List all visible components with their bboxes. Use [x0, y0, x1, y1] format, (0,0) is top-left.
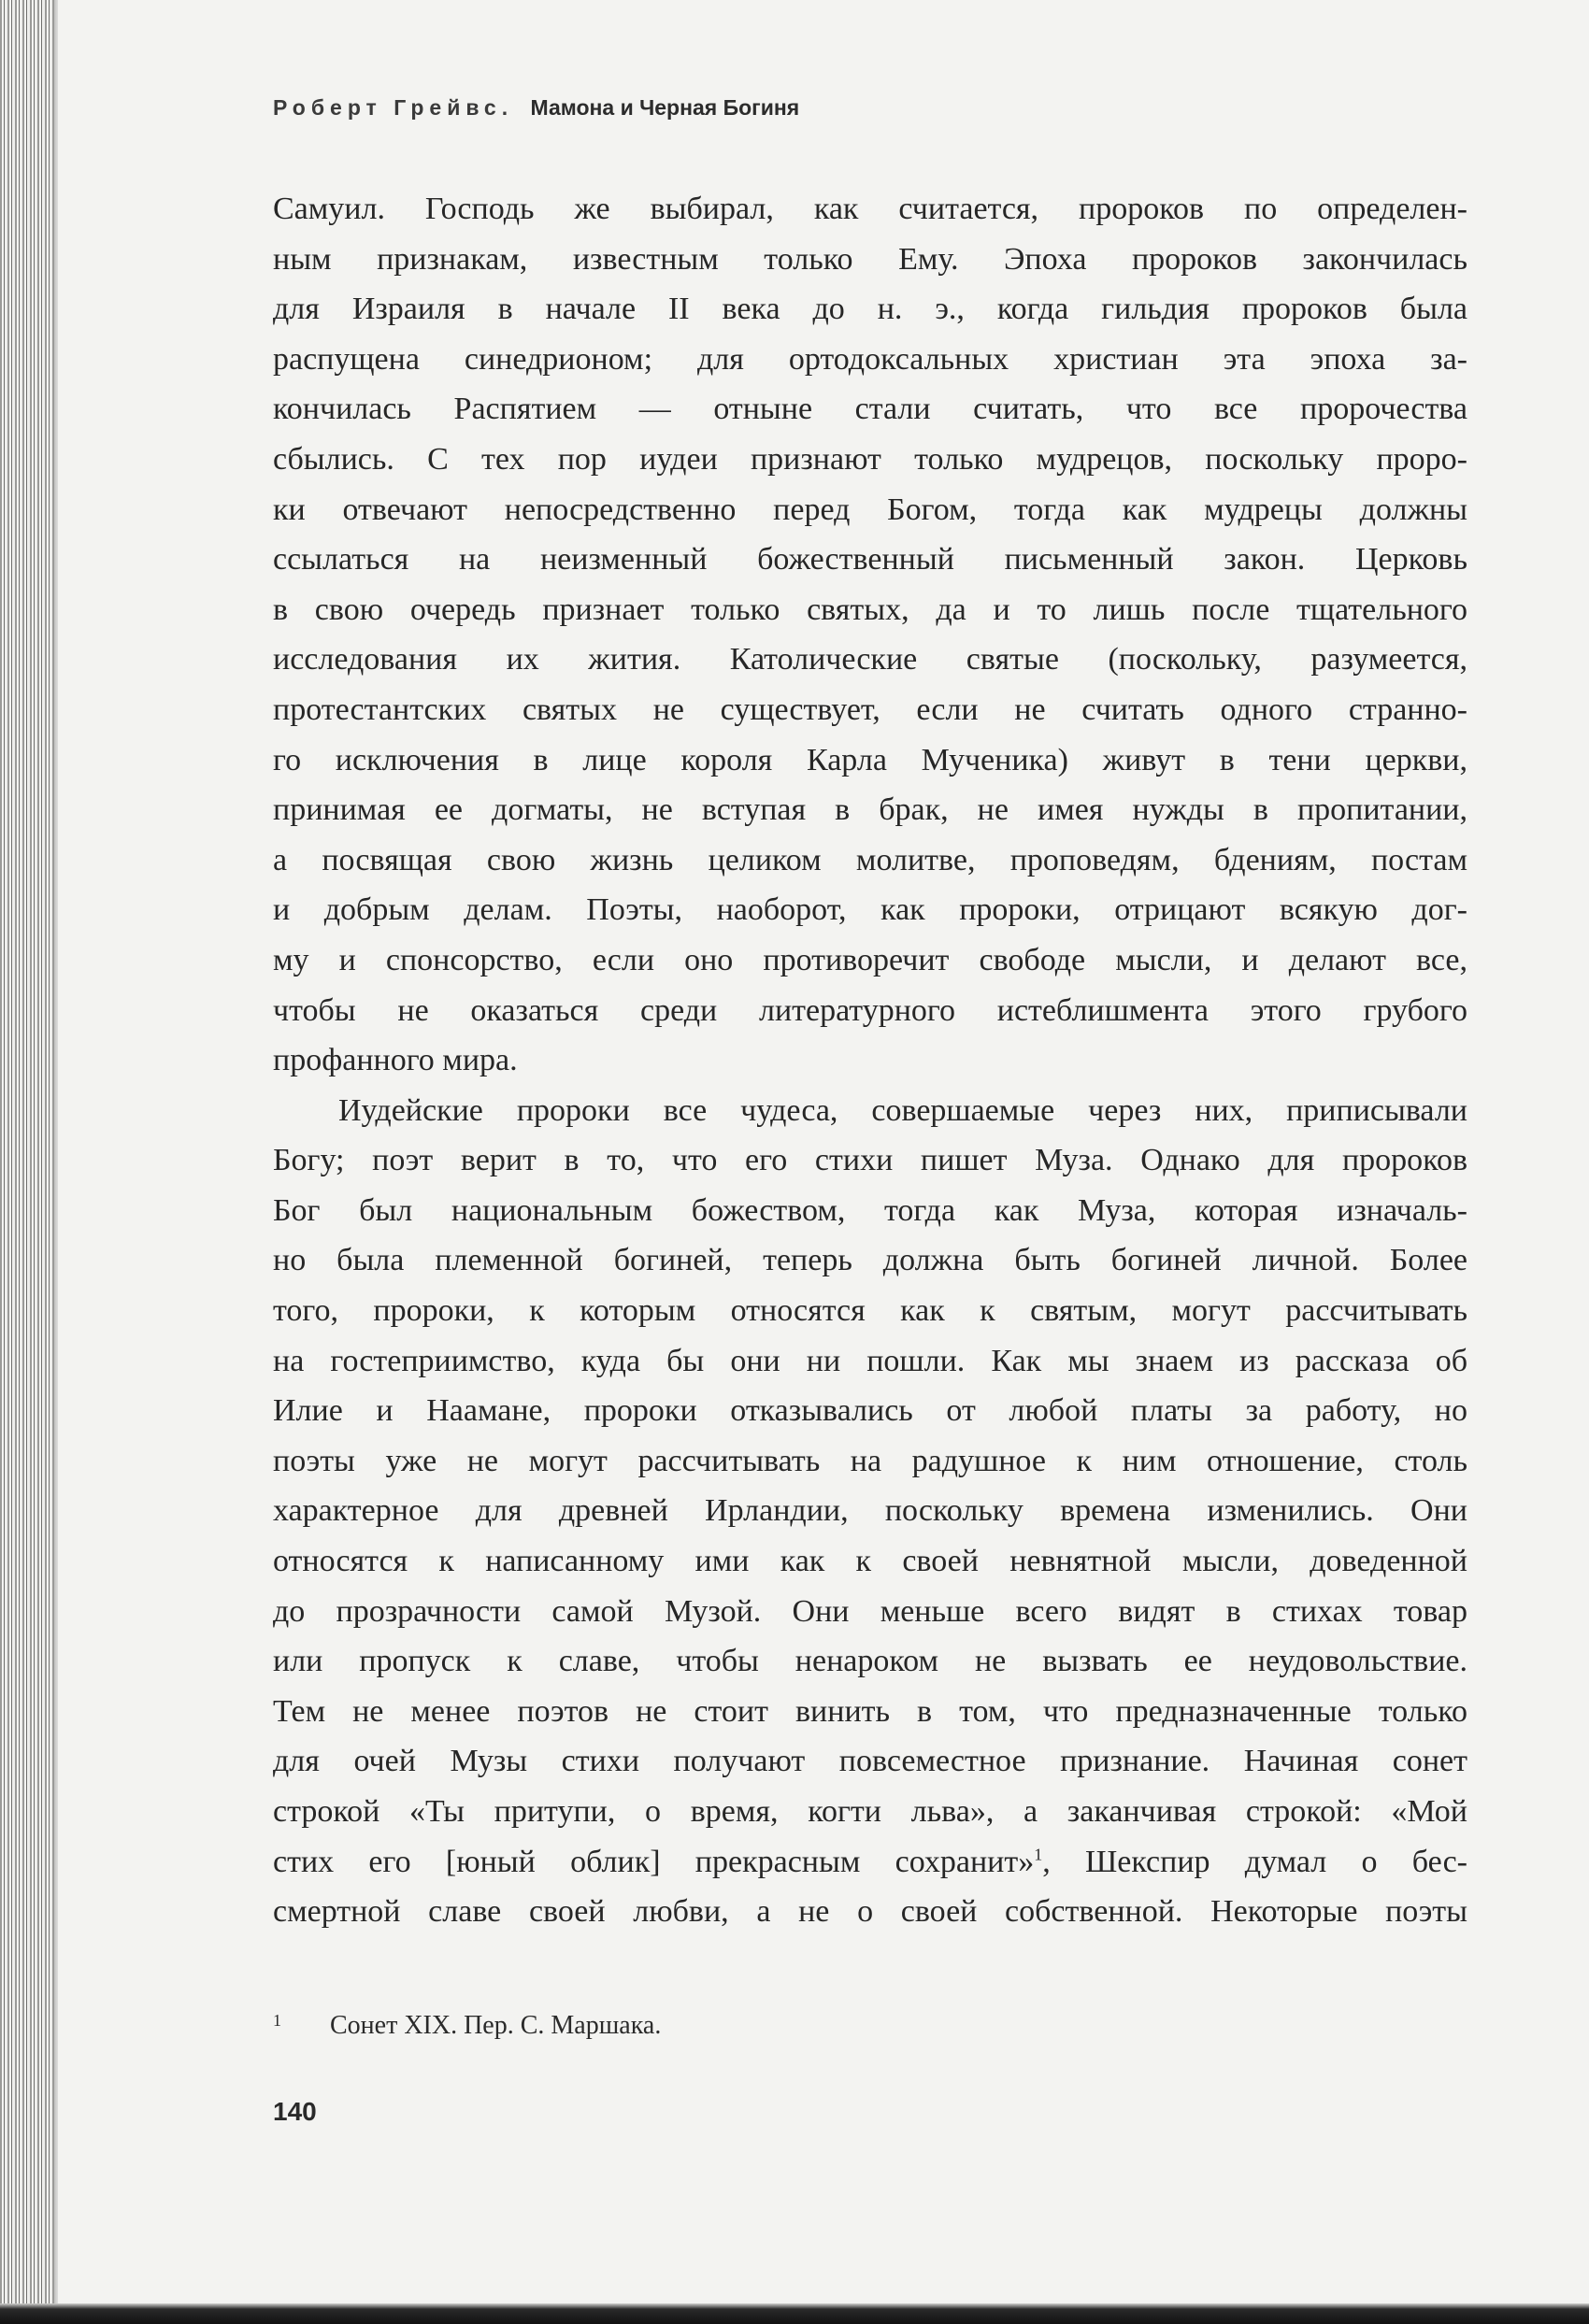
text-line: принимая ее догматы, не вступая в брак, не имея нужды в пропитании,: [273, 792, 1467, 828]
footnote-text: Сонет XIX. Пер. С. Маршака.: [330, 2011, 662, 2040]
text-line: а посвящая свою жизнь целиком молитве, проповедям, бдениям, постам: [273, 842, 1467, 877]
text-line: протестантских святых не существует, если не считать одного странно-: [273, 691, 1467, 727]
text-line: смертной славе своей любви, а не о своей собственной. Некоторые поэты: [273, 1894, 1467, 1930]
main-text: [273, 184, 1467, 1937]
text-line: исследования их жития. Католические святые (поскольку, разумеется,: [273, 642, 1467, 677]
text-line: Самуил. Господь же выбирал, как считается, пророков по определен-: [273, 192, 1467, 226]
page-number: 140: [273, 2097, 317, 2126]
text-line: и добрым делам. Поэты, наоборот, как пророки, отрицают всякую дог-: [273, 892, 1467, 928]
text-line: му и спонсорство, если оно противоречит свободе мысли, и делают все,: [273, 942, 1467, 977]
text-line: до прозрачности самой Музой. Они меньше всего видят в стихах товар: [273, 1593, 1467, 1629]
text-line: чтобы не оказаться среди литературного истеблишмента этого грубого: [273, 992, 1467, 1028]
book-page-edges: [0, 0, 54, 2324]
text-line: характерное для древней Ирландии, поскольку времена изменились. Они: [273, 1493, 1467, 1529]
text-line: поэты уже не могут рассчитывать на радушное к ним отношение, столь: [273, 1443, 1467, 1478]
text-line: для очей Музы стихи получают повсеместное признание. Начиная сонет: [273, 1744, 1467, 1779]
header-title: Мамона и Черная Богиня: [530, 95, 800, 120]
text-line: ным признакам, известным только Ему. Эпоха пророков закончилась: [273, 241, 1467, 277]
text-line: на гостеприимство, куда бы они ни пошли. Как мы знаем из рассказа об: [273, 1343, 1467, 1378]
text-line: Богу; поэт верит в то, что его стихи пишет Муза. Однако для пророков: [273, 1143, 1467, 1178]
text-line: го исключения в лице короля Карла Мученика) живут в тени церкви,: [273, 742, 1467, 777]
text-line: ки отвечают непосредственно перед Богом, тогда как мудрецы должны: [273, 492, 1467, 527]
text-line: Илие и Наамане, пророки отказывались от любой платы за работу, но: [273, 1393, 1467, 1429]
text-line: Бог был национальным божеством, тогда как Муза, которая изначаль-: [273, 1192, 1467, 1228]
footnote: [273, 2011, 661, 2041]
text-line: профанного мира.: [273, 1043, 518, 1078]
footnote-reference[interactable]: 1: [1034, 1845, 1043, 1864]
text-line: того, пророки, к которым относятся как к святым, могут рассчитывать: [273, 1293, 1467, 1329]
text-segment: стих его [юный облик] прекрасным сохранит»: [273, 1844, 1035, 1879]
text-segment: , Шекспир думал о бес-: [1042, 1844, 1467, 1879]
text-line: распущена синедрионом; для ортодоксальных христиан эта эпоха за-: [273, 341, 1467, 377]
text-line: или пропуск к славе, чтобы ненароком не вызвать ее неудовольствие.: [273, 1644, 1467, 1679]
text-line: Иудейские пророки все чудеса, совершаемые через них, приписывали: [338, 1092, 1467, 1128]
text-line: относятся к написанному ими как к своей невнятной мысли, доведенной: [273, 1544, 1467, 1579]
text-line: сбылись. С тех пор иудеи признают только мудрецов, поскольку проро-: [273, 441, 1467, 477]
text-line: кончилась Распятием — отныне стали считать, что все пророчества: [273, 392, 1467, 427]
text-line: ссылаться на неизменный божественный письменный закон. Церковь: [273, 542, 1467, 577]
footnote-mark: 1: [273, 2011, 281, 2030]
text-line: в свою очередь признает только святых, да и то лишь после тщательного: [273, 592, 1467, 627]
header-author: Роберт Грейвс.: [273, 95, 514, 120]
text-line-with-footnote: [273, 1837, 1467, 1888]
text-line: строкой «Ты притупи, о время, когти льва», а заканчивая строкой: «Мой: [273, 1794, 1467, 1829]
text-line: Тем не менее поэтов не стоит винить в том, что предназначенные только: [273, 1693, 1467, 1729]
book-bottom-edge: [0, 2303, 1589, 2324]
text-line: для Израиля в начале II века до н. э., когда гильдия пророков была: [273, 292, 1467, 327]
running-header: [273, 95, 799, 121]
text-line: но была племенной богиней, теперь должна быть богиней личной. Более: [273, 1243, 1467, 1278]
